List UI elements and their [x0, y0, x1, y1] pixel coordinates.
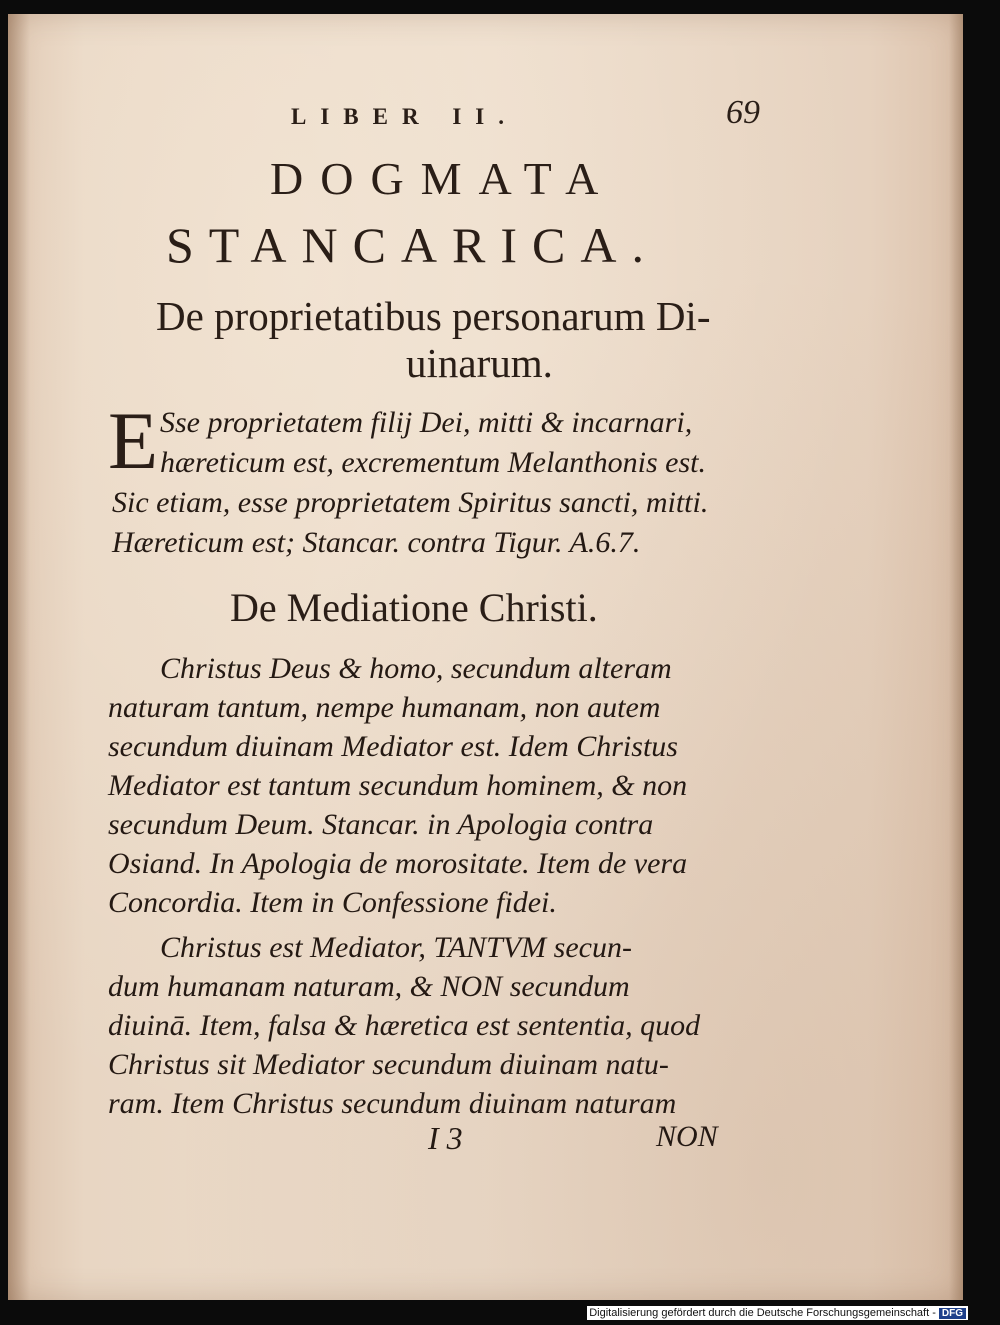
paragraph-line: secundum Deum. Stancar. in Apologia contra — [108, 808, 654, 841]
paragraph-line: diuinā. Item, falsa & hæretica est sententia, quod — [108, 1009, 701, 1042]
paragraph-line: Christus Deus & homo, secundum alteram — [160, 652, 672, 685]
paragraph-line: secundum diuinam Mediator est. Idem Christus — [108, 730, 678, 763]
credit-text: Digitalisierung gefördert durch die Deutsche Forschungsgemeinschaft - — [589, 1307, 936, 1319]
page-number: 69 — [726, 94, 760, 131]
paragraph-line: hæreticum est, excrementum Melanthonis est. — [160, 446, 706, 479]
catchword: NON — [656, 1120, 718, 1153]
page-edge-shadow — [949, 14, 963, 1300]
page-binding-shadow — [8, 14, 30, 1300]
paragraph-line: Concordia. Item in Confessione fidei. — [108, 886, 557, 919]
book-page — [8, 14, 963, 1300]
running-head: LIBER II. — [291, 104, 518, 129]
paragraph-line: dum humanam naturam, & NON secundum — [108, 970, 630, 1003]
paragraph-line: Christus est Mediator, TANTVM secun- — [160, 931, 632, 964]
digitization-credit — [587, 1306, 968, 1320]
paragraph-line: ram. Item Christus secundum diuinam naturam — [108, 1087, 677, 1120]
paragraph-line: naturam tantum, nempe humanam, non autem — [108, 691, 661, 724]
subheading-line-1: De proprietatibus personarum Di- — [156, 293, 711, 339]
paragraph-line: Sse proprietatem filij Dei, mitti & incarnari, — [160, 406, 693, 439]
subheading-line-2: uinarum. — [406, 340, 553, 386]
paragraph-line: Sic etiam, esse proprietatem Spiritus sancti, mitti. — [112, 486, 709, 519]
paragraph-line: Christus sit Mediator secundum diuinam natu- — [108, 1048, 669, 1081]
drop-cap: E — [108, 395, 159, 486]
paragraph-line: Mediator est tantum secundum hominem, & non — [108, 769, 688, 802]
paragraph-line: Hæreticum est; Stancar. contra Tigur. A.6.7. — [112, 526, 641, 559]
paragraph-line: Osiand. In Apologia de morositate. Item de vera — [108, 847, 688, 880]
title-line-2: STANCARICA. — [166, 217, 659, 273]
signature-mark: I 3 — [428, 1120, 463, 1156]
title-line-1: DOGMATA — [270, 153, 616, 204]
section-heading: De Mediatione Christi. — [230, 585, 598, 630]
dfg-logo: DFG — [939, 1308, 966, 1319]
